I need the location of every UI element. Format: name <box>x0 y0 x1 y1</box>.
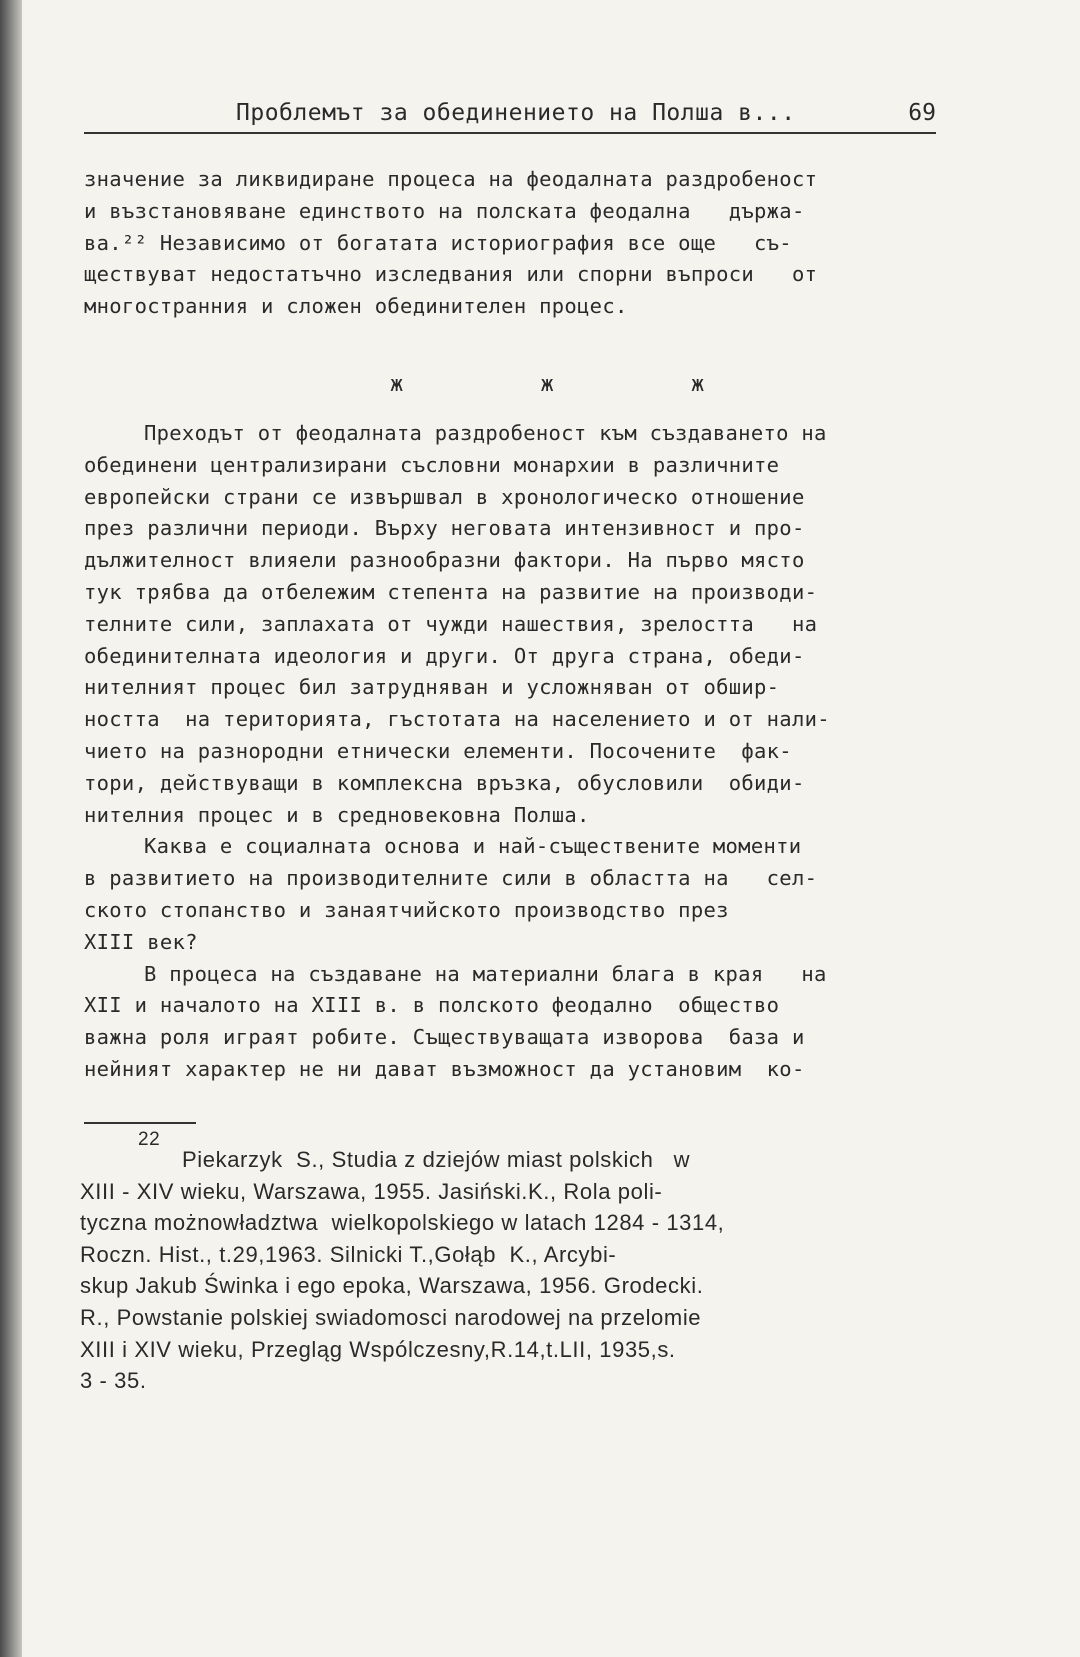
text-line: ва.²² Независимо от богатата историография все още съ- <box>84 230 792 255</box>
text-line: нейният характер не ни дават възможност да установим ко- <box>84 1056 805 1081</box>
text-line: обединени централизирани съсловни монархии в различните <box>84 452 780 477</box>
text-line: нителният процес бил затрудняван и усложняван от обшир- <box>84 675 780 700</box>
text-line: Каква е социалната основа и най-съществените моменти <box>144 834 802 859</box>
footnote-line: Roczn. Hist., t.29,1963. Silnicki T.,Gołąb K., Arcybi- <box>80 1241 617 1267</box>
paragraph-1 <box>84 164 944 323</box>
text-line: европейски страни се извършвал в хронологическо отношение <box>84 484 805 509</box>
text-line: важна роля играят робите. Съществуващата изворова база и <box>84 1025 805 1050</box>
footnote-divider <box>84 1122 196 1124</box>
text-line: обединителната идеология и други. От друга страна, обеди- <box>84 643 805 668</box>
page-number: 69 <box>908 100 936 126</box>
footnote-line: XIII - XIV wieku, Warszawa, 1955. Jasiński.K., Rola poli- <box>80 1178 663 1204</box>
running-header <box>84 98 936 134</box>
footnote-line: XIII i XIV wieku, Przegląg Wspólczesny,R.14,t.LII, 1935,s. <box>80 1336 676 1362</box>
text-line: чието на разнородни етнически елементи. Посочените фак- <box>84 738 792 763</box>
text-line: Преходът от феодалната раздробеност към създаването на <box>144 421 827 445</box>
text-line: многостранния и сложен обединителен процес. <box>84 294 628 319</box>
text-line: и възстановяване единството на полската феодална държа- <box>84 198 805 223</box>
text-line: ществуват недостатъчно изследвания или спорни въпроси от <box>84 262 818 287</box>
footnote-number: 22 <box>138 1129 161 1150</box>
text-line: нителния процес и в средновековна Полша. <box>84 802 590 827</box>
footnote-line: tyczna możnowładztwa wielkopolskiego w latach 1284 - 1314, <box>80 1210 725 1236</box>
text-line: ността на територията, гъстотата на населението и от нали- <box>84 707 830 732</box>
text-line: телните сили, заплахата от чужди нашествия, зрелостта на <box>84 611 818 636</box>
text-line: дължителност влияели разнообразни фактори. На първо място <box>84 548 805 573</box>
text-line: ското стопанство и занаятчийското производство през <box>84 897 729 922</box>
text-line: тори, действуващи в комплексна връзка, обусловили обиди- <box>84 770 805 795</box>
text-line: тук трябва да отбележим степента на развитие на производи- <box>84 579 818 604</box>
text-line: в развитието на производителните сили в областта на сел- <box>84 866 818 891</box>
footnote-line: R., Powstanie polskiej swiadomosci narodowej na przelomie <box>80 1304 702 1330</box>
footnote-block <box>80 1130 940 1397</box>
running-title: Проблемът за обединението на Полша в... <box>236 100 796 126</box>
text-line: В процеса на създаване на материални блага в края на <box>144 961 827 986</box>
body-text <box>84 418 944 1086</box>
footnote-line: skup Jakub Świnka i ego epoka, Warszawa, 1956. Grodecki. <box>80 1273 704 1299</box>
book-spine-shadow <box>0 0 22 1657</box>
text-line: XII и началото на XIII в. в полското феодално общество <box>84 993 780 1018</box>
text-line: през различни периоди. Върху неговата интензивност и про- <box>84 516 805 541</box>
text-line: значение за ликвидиране процеса на феодалната раздробеност <box>84 167 818 191</box>
section-separator: ж ж ж <box>390 372 767 397</box>
footnote-line: 3 - 35. <box>80 1368 147 1394</box>
text-line: XIII век? <box>84 929 198 954</box>
footnote-line: Piekarzyk S., Studia z dziejów miast polskich w <box>182 1147 691 1172</box>
